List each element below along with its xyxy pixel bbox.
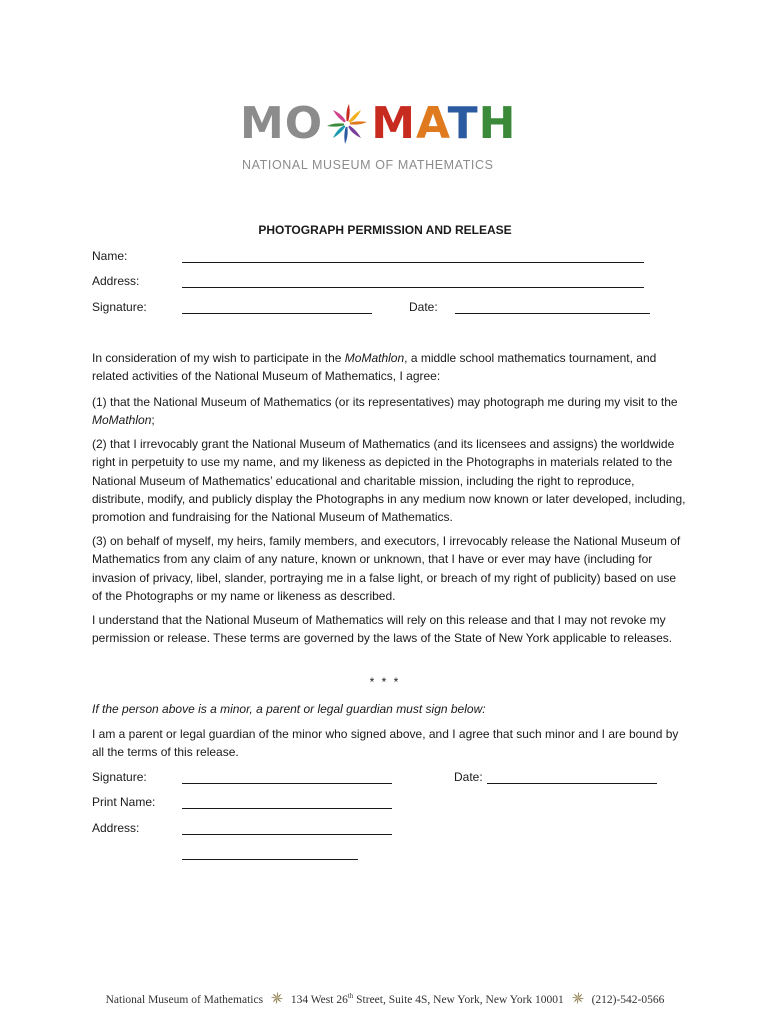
guardian-statement: I am a parent or legal guardian of the minor who signed above, and I agree that such minor and I are bound by all the terms of this release. — [92, 727, 679, 760]
address-field[interactable] — [182, 287, 644, 288]
clause-3: (3) on behalf of myself, my heirs, family members, and executors, I irrevocably release the National Museum of Mathematics from any claim of any nature, known or unknown, that I have or ever may have (including for invasion of privacy, libel, slander, portraying me in a false light, or breach of my right of publicity) based on use of the Photographs or my name or likeness as described. — [92, 534, 681, 603]
footer-phone: (212)-542-0566 — [591, 994, 665, 1006]
date-label: Date: — [409, 300, 438, 314]
logo-wordmark — [240, 98, 516, 150]
print-name-field[interactable] — [182, 808, 392, 809]
footer-org: National Museum of Mathematics — [105, 994, 264, 1006]
date-field[interactable] — [455, 313, 650, 314]
pinwheel-star-icon — [571, 991, 585, 1005]
logo-mo-text: MO — [240, 98, 324, 149]
logo-subtitle: NATIONAL MUSEUM OF MATHEMATICS — [242, 158, 494, 172]
footer — [0, 991, 770, 1006]
address-label: Address: — [92, 274, 140, 288]
section-separator: * * * — [369, 675, 401, 689]
signature-label: Signature: — [92, 300, 147, 314]
footer-address: 134 West 26th Street, Suite 4S, New York, New York 10001 — [290, 992, 564, 1006]
pinwheel-star-icon — [323, 100, 371, 148]
minor-heading: If the person above is a minor, a parent or legal guardian must sign below: — [92, 702, 486, 716]
intro-paragraph: In consideration of my wish to participate in the MoMathlon, a middle school mathematics tournament, and related activities of the National Museum of Mathematics, I agree: — [92, 351, 657, 384]
clause-1: (1) that the National Museum of Mathematics (or its representatives) may photograph me during my visit to the MoMathlon; — [92, 395, 678, 428]
momath-logo — [240, 98, 517, 178]
guardian-date-label: Date: — [454, 770, 483, 784]
guardian-date-field[interactable] — [487, 783, 657, 784]
guardian-address-field-line-2[interactable] — [182, 859, 358, 860]
understanding-paragraph: I understand that the National Museum of Mathematics will rely on this release and that I may not revoke my permission or release. These terms are governed by the laws of the State of New York applicable to releases. — [92, 613, 673, 646]
name-label: Name: — [92, 249, 128, 263]
logo-math-text: MATH — [371, 98, 517, 149]
clause-2: (2) that I irrevocably grant the National Museum of Mathematics (and its licensees and assigns) the worldwide right in perpetuity to use my name, and my likeness as depicted in the Photographs in materials related to the National Museum of Mathematics’ educational and charitable mission, including the right to reproduce, distribute, modify, and publicly display the Photographs in any medium now known or later developed, including, promotion and fundraising for the National Museum of Mathematics. — [92, 437, 686, 525]
guardian-address-label: Address: — [92, 821, 140, 835]
guardian-address-field-line-1[interactable] — [182, 834, 392, 835]
guardian-signature-label: Signature: — [92, 770, 147, 784]
name-field[interactable] — [182, 262, 644, 263]
pinwheel-star-icon — [270, 991, 284, 1005]
signature-field[interactable] — [182, 313, 372, 314]
print-name-label: Print Name: — [92, 795, 156, 809]
form-title: PHOTOGRAPH PERMISSION AND RELEASE — [258, 223, 512, 237]
guardian-signature-field[interactable] — [182, 783, 392, 784]
